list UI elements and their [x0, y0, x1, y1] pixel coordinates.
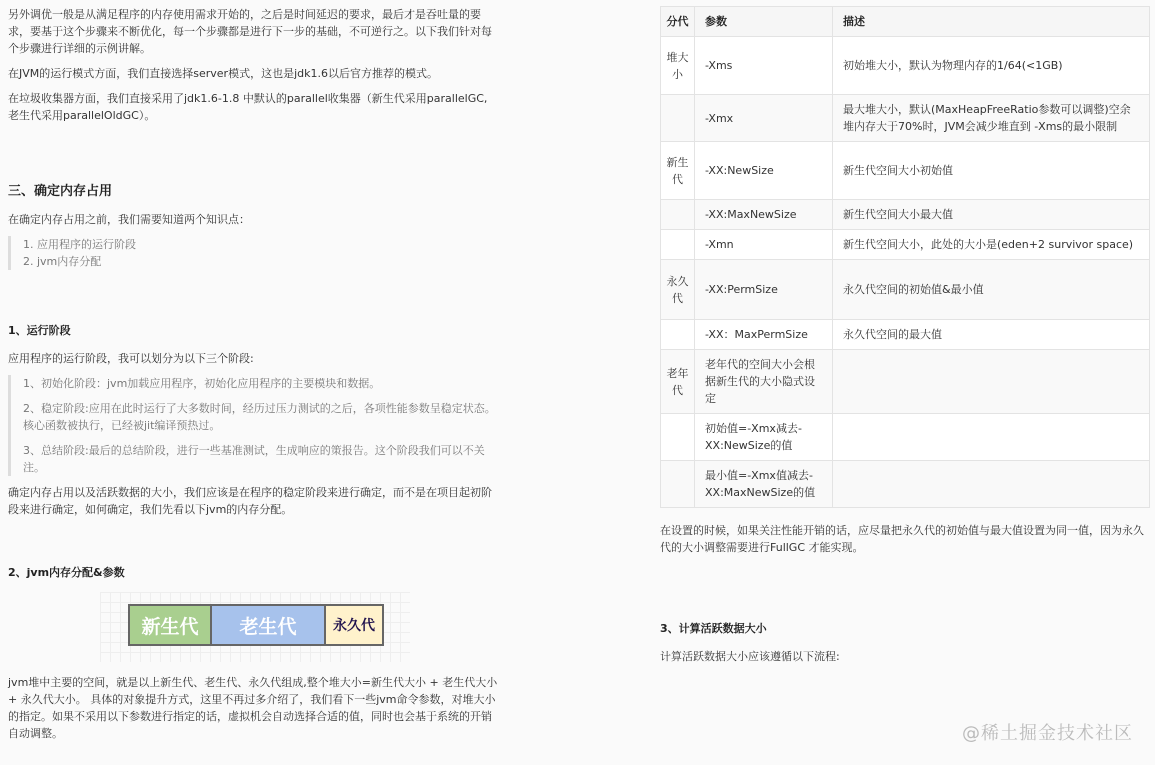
cell-parameter: -XX:NewSize — [695, 142, 833, 200]
cell-parameter: -Xmn — [695, 230, 833, 260]
table-row — [661, 230, 1150, 260]
cell-generation — [661, 461, 695, 508]
cell-parameter: -XX:PermSize — [695, 260, 833, 320]
table-row — [661, 37, 1150, 95]
subsection-2-paragraph: jvm堆中主要的空间，就是以上新生代、老生代、永久代组成,整个堆大小=新生代大小 + 老生代大小 + 永久代大小。 具体的对象提升方式，这里不再过多介绍了，我们看下一些jvm命令参数，对堆大小的指定。如果不采用以下参数进行指定的话，虚拟机会自动选择合适的值，同时也会基于系统的开销自动调整。 — [8, 676, 498, 740]
cell-parameter: -XX:MaxNewSize — [695, 200, 833, 230]
header-generation: 分代 — [661, 7, 695, 37]
header-description: 描述 — [833, 7, 1150, 37]
cell-description: 最大堆大小，默认(MaxHeapFreeRatio参数可以调整)空余堆内存大于70%时，JVM会减少堆直到 -Xms的最小限制 — [833, 95, 1150, 142]
memory-diagram — [100, 592, 410, 662]
cell-generation — [661, 320, 695, 350]
cell-generation: 老年代 — [661, 350, 695, 414]
table-row — [661, 200, 1150, 230]
young-generation-segment: 新生代 — [130, 606, 212, 644]
table-row — [661, 414, 1150, 461]
cell-parameter: -Xms — [695, 37, 833, 95]
subsection-2-heading: 2、jvm内存分配&参数 — [8, 566, 125, 579]
cell-description: 初始堆大小，默认为物理内存的1/64(<1GB) — [833, 37, 1150, 95]
subsection-1-heading: 1、运行阶段 — [8, 324, 71, 337]
cell-parameter: 老年代的空间大小会根据新生代的大小隐式设定 — [695, 350, 833, 414]
cell-parameter: 初始值=-Xmx减去-XX:NewSize的值 — [695, 414, 833, 461]
left-column — [8, 6, 498, 750]
cell-generation — [661, 200, 695, 230]
subsection-3-paragraph: 计算活跃数据大小应该遵循以下流程: — [660, 650, 840, 663]
jvm-params-table — [660, 6, 1150, 508]
table-row — [661, 320, 1150, 350]
stages-quote — [8, 375, 498, 476]
intro-paragraph-1: 另外调优一般是从满足程序的内存使用需求开始的，之后是时间延迟的要求，最后才是吞吐量的要求，要基于这个步骤来不断优化，每一个步骤都是进行下一步的基础，不可逆行之。以下我们针对每个步骤进行详细的示例讲解。 — [8, 8, 492, 55]
cell-parameter: -Xmx — [695, 95, 833, 142]
table-row — [661, 461, 1150, 508]
table-header-row — [661, 7, 1150, 37]
cell-description: 永久代空间的最大值 — [833, 320, 1150, 350]
cell-generation — [661, 414, 695, 461]
cell-description — [833, 350, 1150, 414]
table-row — [661, 95, 1150, 142]
cell-generation: 永久代 — [661, 260, 695, 320]
section-3-intro: 在确定内存占用之前，我们需要知道两个知识点： — [8, 213, 250, 226]
knowledge-point-1: 1. 应用程序的运行阶段 — [23, 238, 136, 251]
cell-parameter: -XX：MaxPermSize — [695, 320, 833, 350]
cell-generation: 新生代 — [661, 142, 695, 200]
intro-paragraph-3: 在垃圾收集器方面，我们直接采用了jdk1.6-1.8 中默认的parallel收集器（新生代采用parallelGC,老生代采用parallelOldGC）。 — [8, 92, 488, 122]
old-generation-segment: 老生代 — [212, 606, 326, 644]
section-3-heading: 三、确定内存占用 — [8, 184, 113, 199]
cell-description: 永久代空间的初始值&最小值 — [833, 260, 1150, 320]
right-column — [660, 6, 1150, 673]
cell-generation — [661, 95, 695, 142]
after-table-paragraph: 在设置的时候，如果关注性能开销的话，应尽量把永久代的初始值与最大值设置为同一值，因为永久代的大小调整需要进行FullGC 才能实现。 — [660, 524, 1144, 554]
table-row — [661, 350, 1150, 414]
permanent-generation-segment: 永久代 — [326, 606, 382, 644]
knowledge-points-quote — [8, 236, 498, 270]
cell-description — [833, 461, 1150, 508]
subsection-1-conclusion: 确定内存占用以及活跃数据的大小，我们应该是在程序的稳定阶段来进行确定，而不是在项目起初阶段来进行确定，如何确定，我们先看以下jvm的内存分配。 — [8, 486, 492, 516]
knowledge-point-2: 2. jvm内存分配 — [23, 255, 102, 268]
cell-generation — [661, 230, 695, 260]
site-watermark: @稀土掘金技术社区 — [962, 723, 1133, 744]
cell-description: 新生代空间大小最大值 — [833, 200, 1150, 230]
subsection-1-intro: 应用程序的运行阶段，我可以划分为以下三个阶段: — [8, 352, 254, 365]
heap-bar — [128, 604, 384, 646]
stage-1: 1、初始化阶段：jvm加载应用程序，初始化应用程序的主要模块和数据。 — [23, 377, 381, 390]
cell-description — [833, 414, 1150, 461]
table-row — [661, 142, 1150, 200]
subsection-3-heading: 3、计算活跃数据大小 — [660, 622, 767, 635]
intro-paragraph-2: 在JVM的运行模式方面，我们直接选择server模式，这也是jdk1.6以后官方推荐的模式。 — [8, 67, 438, 80]
cell-description: 新生代空间大小，此处的大小是(eden+2 survivor space) — [833, 230, 1150, 260]
cell-parameter: 最小值=-Xmx值减去-XX:MaxNewSize的值 — [695, 461, 833, 508]
cell-description: 新生代空间大小初始值 — [833, 142, 1150, 200]
cell-generation: 堆大小 — [661, 37, 695, 95]
header-parameter: 参数 — [695, 7, 833, 37]
stage-2: 2、稳定阶段:应用在此时运行了大多数时间，经历过压力测试的之后，各项性能参数呈稳定状态。核心函数被执行，已经被jit编译预热过。 — [23, 402, 496, 432]
stage-3: 3、总结阶段:最后的总结阶段，进行一些基准测试，生成响应的策报告。这个阶段我们可以不关注。 — [23, 444, 485, 474]
table-row — [661, 260, 1150, 320]
